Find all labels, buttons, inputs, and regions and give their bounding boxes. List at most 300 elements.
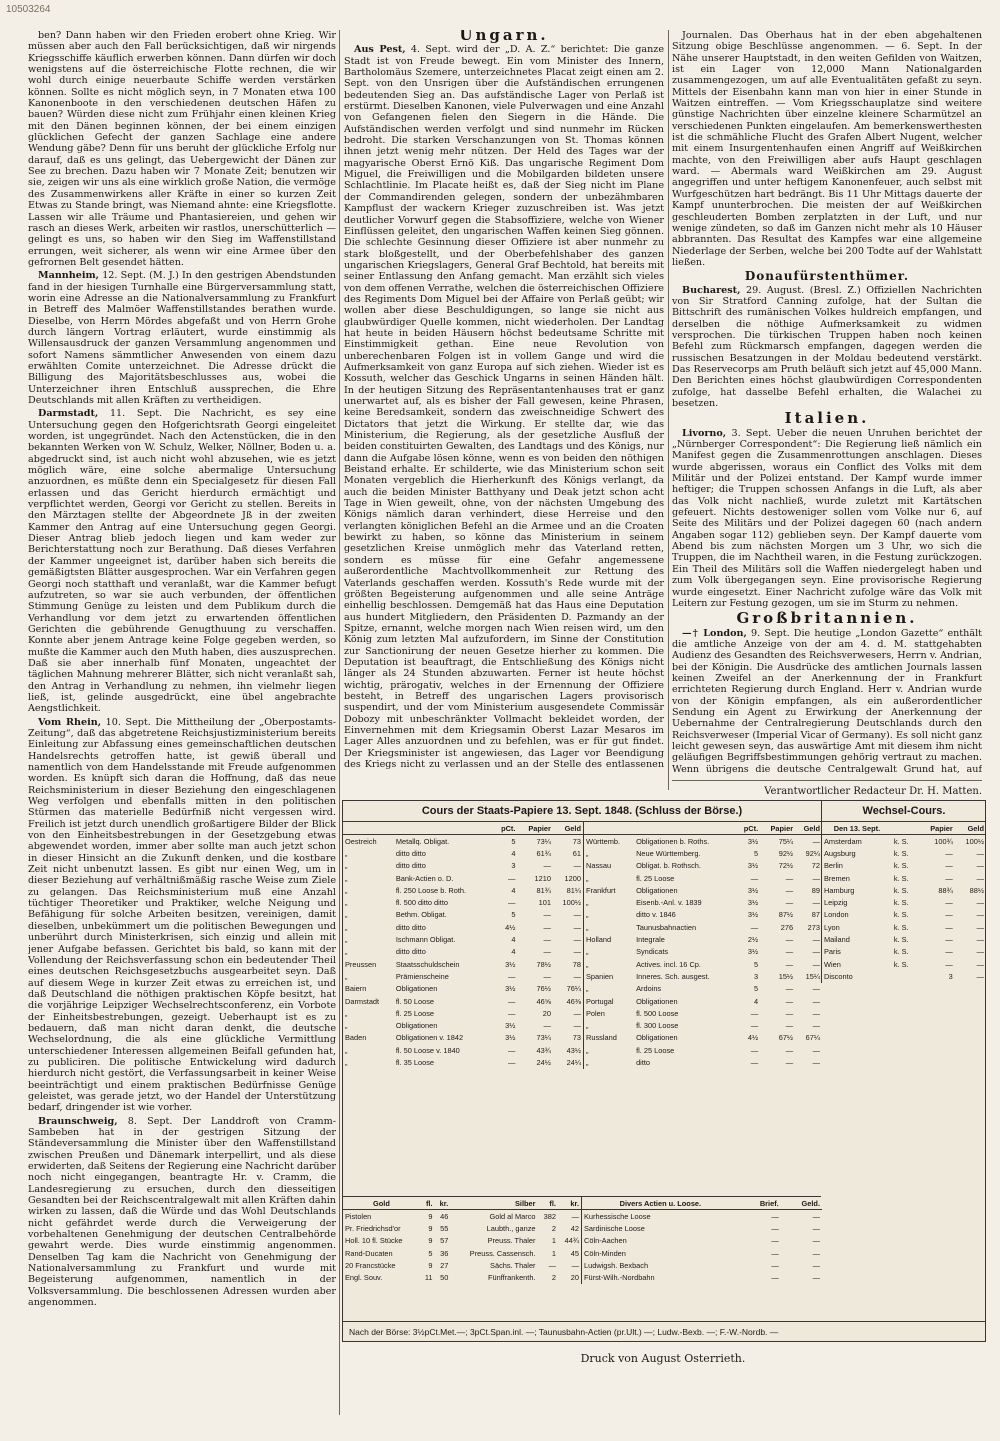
stock-left-row [343, 983, 583, 995]
gold-silver-cell: 57 [440, 1236, 449, 1246]
gold-silver-row [343, 1222, 581, 1234]
exchange-cell: — [976, 898, 984, 908]
stock-left-row [343, 896, 583, 908]
exchange-cell: k. S. [893, 848, 909, 858]
divers-row [582, 1247, 822, 1259]
exchange-header: Papier [918, 822, 955, 835]
divers-cell: — [812, 1273, 820, 1283]
stock-right-cell: Russland [586, 1033, 617, 1043]
stock-right-cell: fl. 300 Loose [636, 1021, 679, 1031]
exchange-cell: k. S. [893, 910, 909, 920]
divers-cell: — [771, 1223, 779, 1233]
stock-right-cell: 2½ [747, 935, 759, 945]
stock-right-cell: 15½ [778, 971, 794, 981]
stock-right-cell: Obligationen [636, 885, 678, 895]
stock-left-cell: fl. 50 Loose v. 1840 [395, 1045, 460, 1055]
stock-right-cell: Eisenb.-Anl. v. 1839 [636, 898, 702, 908]
gold-silver-header: kr. [435, 1197, 451, 1210]
stock-left-cell: — [508, 971, 516, 981]
stock-right-cell: Actives. incl. 16 Cp. [636, 959, 701, 969]
stock-right-cell: Syndicats [636, 947, 669, 957]
col3-article-6 [672, 628, 982, 775]
stock-right-cell: Neue Württemberg. [636, 848, 701, 858]
exchange-cell: k. S. [893, 836, 909, 846]
stock-left-row [343, 958, 583, 970]
stock-right-row [584, 835, 822, 848]
exchange-cell: k. S. [893, 873, 909, 883]
exchange-cell: Leipzig [824, 898, 848, 908]
stock-right-cell: — [785, 984, 794, 994]
stock-left-cell: — [508, 898, 516, 908]
stock-right-cell: Spanien [586, 971, 614, 981]
gold-silver-header: Silber [450, 1197, 537, 1210]
divers-cell: — [771, 1211, 779, 1221]
stock-right-cell: 5 [754, 959, 759, 969]
stock-table-left [343, 822, 583, 1069]
column-rule-2 [668, 30, 669, 790]
stock-left-cell: 73 [572, 836, 581, 846]
stock-right-header: Geld [795, 822, 822, 835]
gold-silver-row [343, 1271, 581, 1283]
stock-left-row [343, 1007, 583, 1019]
exchange-cell: — [976, 947, 984, 957]
stock-right-cell: — [785, 1045, 794, 1055]
gold-silver-cell: 44¾ [564, 1236, 579, 1246]
stock-left-cell: 81¾ [536, 885, 551, 895]
stock-left-cell: fl. 500 ditto ditto [395, 898, 449, 908]
exchange-cell: 3 [948, 971, 953, 981]
divers-row [582, 1210, 822, 1223]
stock-right-row [584, 1056, 822, 1068]
divers-cell: — [771, 1260, 779, 1270]
stock-right-cell: 87 [811, 910, 820, 920]
stock-left-row [343, 835, 583, 848]
divers-row [582, 1235, 822, 1247]
stock-left-cell: Baden [345, 1033, 367, 1043]
exchange-row [822, 884, 986, 896]
stock-left-cell: 4½ [505, 922, 516, 932]
stock-right-cell: 75¼ [778, 836, 794, 846]
divers-cell: — [812, 1211, 820, 1221]
stock-left-row [343, 884, 583, 896]
stock-right-cell: Württemb. [586, 836, 621, 846]
stock-right-row [584, 1007, 822, 1019]
stock-left-cell: 4 [511, 885, 516, 895]
stock-right-row [584, 884, 822, 896]
dateline: —† London, [682, 627, 747, 639]
gold-silver-row [343, 1259, 581, 1271]
stock-left-cell: — [508, 996, 516, 1006]
stock-left-row [343, 1056, 583, 1068]
stock-left-header: pCt. [493, 822, 518, 835]
gold-silver-cell: 9 [428, 1211, 433, 1221]
exchange-row [822, 860, 986, 872]
exchange-cell: — [976, 910, 984, 920]
stock-left-cell: 4 [511, 947, 516, 957]
stock-right-cell: — [785, 959, 794, 969]
exchange-cell: Hamburg [824, 885, 855, 895]
exchange-cell: — [945, 922, 953, 932]
stock-right-cell: „ [586, 873, 589, 883]
stock-right-cell: ditto [636, 1057, 651, 1067]
stock-right-cell: 72½ [778, 861, 794, 871]
stock-left-cell: „ [345, 885, 348, 895]
gold-silver-header: fl. [420, 1197, 435, 1210]
stock-right-cell: 3½ [747, 898, 759, 908]
gold-silver-cell: 20 [570, 1273, 579, 1283]
editor-signature: Verantwortlicher Redacteur Dr. H. Matten. [764, 786, 982, 797]
stock-left-cell: „ [345, 947, 348, 957]
stock-left-cell: 1210 [534, 873, 551, 883]
gold-silver-cell: 9 [428, 1236, 433, 1246]
stock-left-cell: Obligationen [395, 984, 438, 994]
stock-right-row [584, 995, 822, 1007]
stock-right-cell: 3½ [747, 861, 759, 871]
stock-left-cell: 78 [572, 959, 581, 969]
section-heading-ungarn: Ungarn. [459, 30, 549, 44]
gold-silver-cell: 11 [424, 1273, 433, 1283]
gold-silver-cell: Engl. Souv. [345, 1273, 383, 1283]
exchange-cell: — [945, 935, 953, 945]
article-text: 9. Sept. Die heutige „London Gazette“ enthält die amtliche Anzeige von der am 4. d. M. stattgehabten Audienz des Gesandten des Reichsverwesers, Herrn v. Andrian, bei der Königin. Die Ausdrücke des amtlichen Journals lassen keinen Zweifel an der Anerkennung der in Frankfurt errichteten Regierung durch England. Herr v. Andrian wurde von der Königin empfangen, als ein außerordentlicher Sendung ein Agent zu Erwirkung der Anerkennung der Uebernahme der Centralregierung Deutschlands durch den Reichsverweser (Imperial Vicar of Germany). Es soll nicht ganz leicht gewesen seyn, das auswärtige Amt mit diesem ihm nicht geläufigen Begriffsbestimmungen gehörig vertraut zu machen. Wenn übrigens die deutsche Centralgewalt Grund hat, auf [672, 627, 982, 775]
stock-left-cell: 73¼ [536, 836, 551, 846]
exchange-cell: 88¾ [938, 885, 953, 895]
stock-left-cell: Metallq. Obligat. [395, 836, 450, 846]
stock-right-cell: ditto v. 1846 [636, 910, 676, 920]
stock-right-cell: — [812, 873, 820, 883]
dateline: Aus Pest, [354, 44, 406, 56]
stock-right-cell: — [812, 947, 820, 957]
stock-left-cell: 101 [538, 898, 551, 908]
stock-right-header [584, 822, 634, 835]
stock-right-cell: 89 [811, 885, 820, 895]
gold-silver-cell: 5 [428, 1248, 433, 1258]
exchange-cell: k. S. [893, 898, 909, 908]
dateline: Bucharest, [682, 284, 741, 296]
stock-left-cell: fl. 250 Loose b. Roth. [395, 885, 467, 895]
stock-left-cell: — [543, 910, 551, 920]
stock-left-cell: „ [345, 1057, 348, 1067]
exchange-row [822, 933, 986, 945]
stock-right-cell: — [750, 922, 759, 932]
stock-left-header [394, 822, 493, 835]
exchange-cell: — [945, 910, 953, 920]
gold-silver-cell: 46 [440, 1211, 449, 1221]
stock-right-row [584, 1019, 822, 1031]
stock-right-cell: Obligationen [636, 1033, 678, 1043]
gold-silver-cell: — [571, 1211, 579, 1221]
stock-left-cell: — [573, 910, 581, 920]
stock-left-cell: 46⅝ [536, 996, 551, 1006]
exchange-cell: k. S. [893, 959, 909, 969]
article-text: 11. Sept. Die Nachricht, es sey eine Untersuchung gegen den Hofgerichtsrath Georgi eingeleitet worden, ist ungegründet. Nach den Actenstücken, die in den bekannten Werken von W. Schulz, Welker, Nöllner, Boden u. a. abgedruckt sind, ist auch nicht wohl abzusehen, wie es jetzt möglich wäre, eine solche abermalige Untersuchung anzuordnen, es müßte denn ein Specialgesetz für diesen Fall erlassen und das Gericht hierdurch ermächtigt und verpflichtet werden, Georgi vor Gericht zu stellen. Bereits in den Märztagen stellte der Abgeordnete Jß in der zweiten Kammer den Antrag auf eine Untersuchung gegen Georgi. Dieser Antrag blieb jedoch liegen und kam weder zur Berichterstattung noch zur Berathung. Daß dieses Verfahren der Kammer ungeeignet ist, darüber haben sich bereits die gemäßigtsten Blätter ausgesprochen. War ein Verfahren gegen Georgi noch statthaft und veranlaßt, war die Kammer befugt aufzutreten, so war sie auch verbunden, der öffentlichen Stimmung Genüge zu leisten und dem Publikum durch die Verhandlung vor dem jetzt zu erwartenden öffentlichen Gerichten die gebührende Genugthuung zu verschaffen. Konnte aber jenem Antrage keine Folge gegeben werden, so mußte die Kammer auch den Muth haben, dies auszusprechen. Daß sie aber innerhalb fünf Monaten, ungeachtet der täglichen Mahnung mehrerer Blätter, sich nicht veranlaßt sah, den Antrag in Verhandlung zu nehmen, ihn vielmehr liegen ließ, ist, gelinde ausgedrückt, eine übel angebrachte Aengstlichkeit. [28, 408, 336, 715]
divers-table [581, 1197, 822, 1284]
exchange-cell: k. S. [893, 922, 909, 932]
stock-right-cell: — [785, 935, 794, 945]
col3-article-2 [672, 285, 982, 410]
stock-right-cell: — [812, 959, 820, 969]
col3-heading-5: Großbritannien. [736, 609, 918, 628]
stock-left-cell: Bank-Actien o. D. [395, 873, 454, 883]
stock-left-row [343, 1032, 583, 1044]
gold-silver-cell: 9 [428, 1223, 433, 1233]
stock-right-cell: — [750, 1021, 759, 1031]
stock-left-cell: Ischmann Obligat. [395, 935, 456, 945]
gold-silver-cell: 2 [551, 1273, 556, 1283]
gold-silver-cell: 42 [570, 1223, 579, 1233]
stock-right-cell: Obligationen [636, 996, 678, 1006]
stock-right-cell: — [785, 947, 794, 957]
stock-left-cell: „ [345, 922, 348, 932]
article-text: 4. Sept. wird der „D. A. Z.“ berichtet: Die ganze Stadt ist von Freude bewegt. Ein vom Minister des Innern, Bartholomäus Szemere, unterzeichnetes Placat zeigt einen am 2. Sept. von den Unsrigen über die Aufständischen errungenen bedeutenden Sieg an. Das aufständische Lager von Perlaß ist erstürmt. Dieselben Kanonen, viele Pulverwagen und eine Anzahl von Gefangenen fielen den Siegern in die Hände. Die Aufständischen werden verfolgt und sind nunmehr im Rücken bedroht. Die starken Verschanzungen von St. Thomas können ihnen jetzt wenig mehr nützen. Der Held des Tages war der magyarische Oberst Ernö Kiß. Das ungarische Regiment Dom Miguel, die Freiwilligen und die Mobilgarden bildeten unsere Schlachtlinie. Im Placate heißt es, daß der Sieg nicht im Plane der Commandirenden gelegen, sondern der unbezähmbaren Kampflust der wackern Krieger zuzuschreiben ist. Was jetzt deutlicher Vorwurf gegen die Stabsoffiziere, welche von Wiener Einflüssen geleitet, den ungarischen Waffen keinen Sieg gönnen. Die schlechte Gesinnung dieser Offiziere ist aber nunmehr zu stark bloßgestellt, und der Oberbefehlshaber des ganzen ungarischen Kriegslagers, General Graf Bechtold, hat bereits mit seiner Entlassung den Anfang gemacht. Man erzählt sich vieles von dem offenen Verrathe, welchen die österreichischen Offiziere des Regiments Dom Miguel bei der Affaire von Perlaß geübt; wir wollen aber diese Beschuldigungen, so lange sie nicht aus glaubwürdiger Quelle kommen, nicht wiederholen. Der Landtag hat heute in beiden Häusern höchst bedeutsame Schritte mit Einstimmigkeit gethan. Eine neue Revolution von unberechenbaren Folgen ist in vollem Gange und wird die Aufmerksamkeit von ganz Europa auf sich ziehen. Wieder ist es Kossuth, welcher das Geschick Ungarns in seinen Händen hält. In der heutigen Sitzung des Repräsentantenhauses trat er ganz unerwartet auf, als es bisher der Fall gewesen, keine Phrasen, keine Beredsamkeit, sondern das zweischneidige Schwert des Dictators that jetzt die Wirkung. Er stellte dar, wie das Ministerium, die Regierung, als der gesetzliche Ausfluß der beiden constituirten Gewalten, des Landtags und des Königs, nur dann die Aufgabe lösen könne, wenn es von beiden den nöthigen Beistand erhalte. Er schilderte, wie das Ministerium schon seit Monaten vergeblich die Hierherkunft des Königs verlangt, da auch die beiden Minister Batthyany und Deak jetzt schon acht Tage in Wien geweilt, ohne, von der nächsten Umgebung des Königs nämlich daran verhindert, diese Herreise und den verlangten königlichen Befehl an die Armee und an die Croaten bewirkt zu haben, so könne das Ministerium in seinem gesetzlichen Kreise unmöglich mehr das Vaterland retten, sondern es müsse für eine Gefahr angemessene außerordentliche Machtvollkommenheit zur Rettung des Vaterlands geschaffen werden. Kossuth's Rede wurde mit der größten Begeisterung aufgenommen und alle seine Anträge einhellig beschlossen. Demgemäß hat das Haus eine Deputation aus hundert Mitgliedern, den Präsidenten D. Pazmandy an der Spitze, ernannt, welche morgen nach Wien reisen wird, um den König zum letzten Mal aufzufordern, im Sinne der Constitution zur Sanctionirung der neuen Gesetze hierher zu kommen. Die Deputation ist beauftragt, die Entschließung des Königs nicht länger als 24 Stunden abzuwarten. Ferner ist heute höchst wichtig, prärogativ, welches in der Ernennung der Offiziere besteht, in Betreff des ungarischen Lagers provisorisch suspendirt, und der vom Ministerium ausgesendete Commissär Dobozy mit unbeschränkter Vollmacht bekleidet worden, der Einvernehmen mit dem Kriegsamin Oberst Lazar Mesaros im Lager Alles anzuordnen und zu befehlen, was er für gut findet. Der Kriegsminister ist angewiesen, das Lager vor Beendigung des Kriegs nicht zu verlassen und an der Stelle des entlassenen [344, 44, 664, 770]
stock-right-cell: Obligationen b. Roths. [636, 836, 710, 846]
exchange-cell: Paris [824, 947, 841, 957]
exchange-cell: — [976, 935, 984, 945]
col3-heading-3: Italien. [784, 409, 870, 428]
exchange-cell: 100¾ [934, 836, 953, 846]
stock-right-row [584, 909, 822, 921]
stock-right-cell: Portugal [586, 996, 614, 1006]
divers-row [582, 1259, 822, 1271]
stock-right-header [634, 822, 736, 835]
dateline: Braunschweig, [38, 1115, 118, 1127]
stock-left-cell: Preussen [345, 959, 377, 969]
stock-left-cell: — [543, 935, 551, 945]
stock-left-cell: ditto ditto [395, 848, 426, 858]
gold-silver-cell: 20 Francstücke [345, 1260, 396, 1270]
gold-silver-header: Gold [343, 1197, 420, 1210]
column-rule-1 [339, 30, 340, 1415]
stock-left-row [343, 1019, 583, 1031]
stock-right-cell: — [785, 996, 794, 1006]
stock-left-row [343, 933, 583, 945]
stock-right-cell: — [812, 1045, 820, 1055]
gold-silver-cell: 45 [570, 1248, 579, 1258]
exchange-cell: — [976, 861, 984, 871]
divers-cell: Sardinische Loose [584, 1223, 645, 1233]
stock-right-cell: — [812, 1057, 820, 1067]
stock-exchange-table [342, 800, 986, 1342]
exchange-cell: Amsterdam [824, 836, 862, 846]
stock-left-row [343, 946, 583, 958]
stock-left-cell: „ [345, 1045, 348, 1055]
dateline: Vom Rhein, [38, 716, 102, 728]
stock-left-cell: „ [345, 1008, 348, 1018]
stock-left-cell: Bethm. Obligat. [395, 910, 447, 920]
stock-right-cell: 3½ [747, 836, 759, 846]
stock-left-cell: ditto ditto [395, 947, 426, 957]
stock-right-cell: 15¼ [805, 971, 820, 981]
stock-left-cell: „ [345, 873, 348, 883]
stock-left-cell: — [543, 947, 551, 957]
gold-silver-cell: Fünffrankenth. [487, 1273, 536, 1283]
gold-silver-cell: Pistolen [345, 1211, 372, 1221]
exchange-cell: — [976, 848, 984, 858]
divers-cell: Kurhessische Loose [584, 1211, 651, 1221]
stock-left-cell: — [508, 1057, 516, 1067]
gold-silver-cell: 1 [551, 1236, 556, 1246]
stock-right-cell: — [785, 1057, 794, 1067]
divers-row [582, 1222, 822, 1234]
gold-silver-row [343, 1235, 581, 1247]
divers-cell: — [771, 1236, 779, 1246]
stock-right-cell: 4½ [747, 1033, 759, 1043]
stock-left-cell: 24¼ [566, 1057, 581, 1067]
stock-right-cell: — [785, 873, 794, 883]
gold-silver-row [343, 1210, 581, 1223]
stock-left-cell: 78½ [536, 959, 551, 969]
column-1 [28, 30, 336, 1415]
stock-right-cell: „ [586, 947, 589, 957]
stock-left-cell: 43¾ [536, 1045, 551, 1055]
stock-right-cell: Frankfurt [586, 885, 616, 895]
stock-right-cell: „ [586, 1045, 589, 1055]
gold-silver-cell: 50 [440, 1273, 449, 1283]
stock-right-cell: — [812, 984, 820, 994]
stock-right-cell: — [785, 898, 794, 908]
stock-left-cell: 73 [572, 1033, 581, 1043]
stock-right-cell: 5 [754, 984, 759, 994]
article-text: ben? Dann haben wir den Frieden erobert ohne Krieg. Wir müssen aber auch den Fall berücksichtigen, daß wir nirgends Kriegsschiffe käuflich erwerben können. Dann dürfen wir doch wenigstens auf die österreichische Flotte rechnen, die wir wohl durch einige neuerbaute Schiffe werden verstärken können. Sollte es nicht möglich seyn, in 7 Monaten etwa 100 Kanonenboote in den verschiedenen deutschen Häfen zu bauen? Würden diese nicht zum Frühjahr einen kleinen Krieg mit den Dänen beginnen können, der bei einem einzigen glücklichen Gefecht der ganzen Sachlage eine andere Wendung gäbe? Denn für uns beruht der glückliche Erfolg nur darauf, daß es uns gelingt, das Uebergewicht der Dänen zur See zu brechen. Dazu haben wir 7 Monate Zeit; benutzen wir sie, zeigen wir uns als eine wirklich große Nation, die vermöge des Zusammenwirkens aller Kräfte in einer so kurzen Zeit Etwas zu Stande bringt, was Niemand ahnte: eine Kriegsflotte. Lassen wir alle Träume und Phantasiereien, und gehen wir rasch an dieses Werk, arbeiten wir rastlos, unerschütterlich — gelingt es uns, so haben wir den Sieg im Waffenstillstand errungen, weit sicherer, als wenn wir eine Armee über den gefrornen Belt gesendet hätten. [28, 30, 336, 268]
stock-right-cell: „ [586, 898, 589, 908]
divers-cell: — [771, 1273, 779, 1283]
gold-silver-cell: 55 [440, 1223, 449, 1233]
stock-left-cell: 81¼ [566, 885, 581, 895]
stock-right-cell: — [812, 1008, 820, 1018]
exchange-row [822, 835, 986, 848]
exchange-cell: — [945, 947, 953, 957]
col3-heading-1: Donaufürstenthümer. [744, 269, 910, 284]
stock-left-row [343, 970, 583, 982]
gold-silver-cell: Rand-Ducaten [345, 1248, 393, 1258]
stock-right-cell: „ [586, 922, 589, 932]
stock-left-cell: Obligationen v. 1842 [395, 1033, 464, 1043]
stock-left-row [343, 921, 583, 933]
stock-left-cell: Oestreich [345, 836, 377, 846]
divers-cell: — [812, 1236, 820, 1246]
stock-right-cell: 92¼ [805, 848, 820, 858]
stock-left-cell: — [573, 971, 581, 981]
stock-left-cell: „ [345, 910, 348, 920]
gold-silver-cell: 36 [440, 1248, 449, 1258]
stock-left-cell: — [543, 971, 551, 981]
stock-left-cell: — [573, 861, 581, 871]
article-text: 10. Sept. Die Mittheilung der „Oberpostamts-Zeitung“, daß das abgetretene Reichsjustizministerium bereits Einleitung zur Abfassung eines gemeinschaftlichen deutschen Handelsrechts getroffen hatte, ist gewiß überall und namentlich von dem Handelsstande mit Freude aufgenommen worden. Es knüpft sich daran die Hoffnung, daß das neue Reichsministerium in dieser Beziehung den eingeschlagenen Weg verfolgen und ebenfalls mitten in den politischen Stürmen das materielle Bedürfniß nicht vergessen wird. Freilich ist jetzt durch unendlich großartigere Bilder der Blick von den Einheitsbestrebungen in der Gesetzgebung etwas abgewendet worden, immer aber sollte man auch jetzt schon in dieser Hinsicht an die Zukunft denken, und die kostbare Zeit nicht unbenutzt lassen. Es gibt nur einen Weg, um in dieser Beziehung auf verhältnißmäßig rasche Weise zum Ziele zu gelangen. Das Reichsministerium muß eine Anzahl tüchtiger Theoretiker und Praktiker, welche Neigung und Befähigung für solche Arbeiten besitzen, vereinigen, damit dieselben, unbekümmert um die politischen Bewegungen und unberührt durch Ministerkrisen, sich einzig und allein mit jener Aufgabe befassen. Gerichtet bis bald, so kann mit der Vollendung der Reichsverfassung schon ein bedeutender Theil eines deutschen Reichsgesetzbuchs ausgearbeitet seyn. Daß auf diesem Wege in kurzer Zeit etwas zu erreichen ist, und daß Deutschland die nöthigen praktischen Köpfe besitzt, hat die vorjährige Leipziger Wechselrechtsconferenz, ein Vorbote der Einheitsbestrebungen, gezeigt. Ueberhaupt ist es zu bedauern, daß man nicht daran denkt, die deutsche Wechselordnung, die als eine glückliche Vermittlung unterschiedener Interessen allgemeinen Beifall gefunden hat, zu publiciren. Die politische Entwickelung wird dadurch hierdurch nicht gestört, die Verfassungsarbeit in keiner Weise beeinträchtigt und einem praktischen Bedürfnisse Genüge geleistet, was gerade jetzt, wo der Handel der Unterstützung bedarf, dringender ist wie vorher. [28, 716, 336, 1114]
stock-left-cell: — [573, 947, 581, 957]
stock-left-cell: „ [345, 861, 348, 871]
stock-right-cell: „ [586, 984, 589, 994]
stock-left-cell: 3½ [505, 1021, 516, 1031]
stock-right-cell: Taunusbahnactien [636, 922, 697, 932]
exchange-cell: — [976, 873, 984, 883]
stock-left-cell: Obligationen [395, 1021, 438, 1031]
article-text: 3. Sept. Ueber die neuen Unruhen berichtet der „Nürnberger Correspondent“: Die Regierung ließ nämlich ein Manifest gegen die Zusammenrottungen anschlagen. Dieses wurde abgerissen, woraus ein Conflict des Volks mit dem Militär und der Polizei entstand. Der Kampf wurde immer heftiger; die Truppen schossen Anfangs in die Luft, als aber das Volk nicht nachließ, wurde zuletzt mit Kartätschen gefeuert. Nichts destoweniger sollen vom Volke nur 6, auf Seite des Militärs und der Polizei dagegen 60 (nach andern Angaben sogar 112) geblieben seyn. Der Kampf dauerte vom Abend bis zum nächsten Morgen um 3 Uhr, wo sich die Truppen, die im Nachtheil waren, in die Festung zurückzogen. Ein Theil des Militärs soll die Waffen niedergelegt haben und zum Volk übergegangen seyn. Eine provisorische Regierung wurde eingesetzt. Einer Nachricht zufolge wäre das Volk mit Leitern zur Festung gezogen, um sie im Sturm zu nehmen. [672, 427, 982, 609]
stock-right-cell: Ardoins [636, 984, 662, 994]
exchange-row [822, 958, 986, 970]
stock-right-cell: — [812, 836, 820, 846]
stock-right-cell: 3½ [747, 947, 759, 957]
exchange-row [822, 847, 986, 859]
stock-left-cell: 61 [572, 848, 581, 858]
stock-right-header: Papier [760, 822, 795, 835]
stock-right-cell: 273 [807, 922, 820, 932]
stock-left-row [343, 1044, 583, 1056]
stock-right-cell: fl. 500 Loose [636, 1008, 679, 1018]
stock-right-header: pCt. [736, 822, 760, 835]
exchange-row [822, 946, 986, 958]
exchange-cell: — [945, 959, 953, 969]
stock-right-cell: 67¼ [805, 1033, 820, 1043]
col3-article-0 [672, 30, 982, 268]
stock-left-cell: 5 [511, 910, 516, 920]
article-text: 12. Sept. (M. J.) In den gestrigen Abendstunden fand in der hiesigen Turnhalle eine Bürgerversammlung statt, worin eine Adresse an die Nationalversammlung zu Frankfurt in Betreff des Malmöer Waffenstillstandes berathen wurde. Dieselbe, von Herrn Mördes abgefaßt und von Herrn Grohe durch längern Vortrag erläutert, wurde einstimmig als Willensausdruck der ganzen Versammlung angenommen und sofort Namens sämmtlicher Anwesenden von einem dazu erwählten Comite unterzeichnet. Die Adresse drückt die Billigung des Majoritätsbeschlusses aus, wobei die Unterzeichner ihren Entschluß aussprechen, die Ehre Deutschlands mit allen Kräften zu vertheidigen. [28, 270, 336, 406]
stock-table-right [583, 822, 822, 1069]
dateline: Mannheim, [38, 270, 100, 282]
exchange-header [892, 822, 918, 835]
stock-right-row [584, 896, 822, 908]
stock-right-cell: — [785, 885, 794, 895]
article-text: Journalen. Das Oberhaus hat in der eben abgehaltenen Sitzung obige Beschlüsse angenommen. — 6. Sept. In der Nähe unserer Hauptstadt, in den weiten Gefilden von Waitzen, ist ein Lager von 12,000 Mann Nationalgarden zusammengezogen, um auf alle Eventualitäten gefaßt zu seyn. Mittels der Eisenbahn kann man von hier in einer Stunde in Waitzen eintreffen. — Vom Kriegsschauplatze sind weitere günstige Nachrichten über einzelne kleinere Scharmützel an verschiedenen Punkten eingelaufen. Am bemerkenswerthesten ist die schmähliche Flucht des Grafen Albert Nugent, welcher mit einem Insurgentenhaufen einen Angriff auf Weißkirchen machte, von den Freiwilligen aber aufs Haupt geschlagen ward. — Abermals ward Weißkirchen am 29. August angegriffen und unter heftigem Kanonenfeuer, auch selbst mit Wurfgeschützen hart bedrängt. Bis 11 Uhr Mittags dauerte der Kampf ununterbrochen. Die meisten der auf Weißkirchen geschleuderten Bomben zerplatzten in der Luft, und nur wenige zündeten, so daß im Ganzen nicht mehr als 10 Häuser abbrannten. Das Resultat des Kampfes war eine allgemeine Niederlage der Serben, welche bei 200 Todte auf der Wahlstatt ließen. [672, 30, 982, 268]
exchange-cell: Disconto [824, 971, 853, 981]
exchange-cell: — [976, 922, 984, 932]
stock-left-cell: 3 [511, 861, 516, 871]
exchange-row [822, 921, 986, 933]
stock-left-cell: 3½ [505, 959, 516, 969]
exchange-cell: 100½ [965, 836, 984, 846]
stock-right-cell: 67½ [778, 1033, 794, 1043]
col1-article-2 [28, 408, 336, 714]
exchange-cell: — [976, 971, 984, 981]
gold-silver-cell: 2 [551, 1223, 556, 1233]
bourse-lower [343, 1196, 821, 1283]
exchange-cell: Lyon [824, 922, 840, 932]
stock-left-cell: — [508, 1008, 516, 1018]
divers-cell: Cöln-Minden [584, 1248, 626, 1258]
signature-rule [672, 780, 982, 781]
divers-header: Geld. [781, 1197, 822, 1210]
exchange-row [822, 909, 986, 921]
exchange-cell: k. S. [893, 885, 909, 895]
stock-right-cell: Nassau [586, 861, 612, 871]
stock-right-cell: 87½ [778, 910, 794, 920]
divers-cell: — [812, 1260, 820, 1270]
stock-right-cell: Obligat. b. Rothsch. [636, 861, 701, 871]
stock-left-cell: ditto ditto [395, 861, 426, 871]
stock-left-row [343, 872, 583, 884]
stock-right-cell: 3 [754, 971, 759, 981]
col2-article-0 [344, 44, 664, 770]
stock-right-cell: — [750, 1008, 759, 1018]
stock-left-cell: 76¼ [566, 984, 581, 994]
stock-left-cell: 20 [542, 1008, 551, 1018]
stock-right-cell: — [812, 935, 820, 945]
stock-left-cell: 76½ [536, 984, 551, 994]
stock-right-cell: 5 [754, 848, 759, 858]
gold-silver-cell: Sächs. Thaler [490, 1260, 536, 1270]
stock-left-cell: ditto ditto [395, 922, 426, 932]
gold-silver-header: fl. [538, 1197, 558, 1210]
gold-silver-cell: Gold al Marco [489, 1211, 536, 1221]
stock-left-cell: „ [345, 1021, 348, 1031]
stock-right-cell: „ [586, 1021, 589, 1031]
stock-right-cell: „ [586, 959, 589, 969]
exchange-cell: Augsburg [824, 848, 856, 858]
gold-silver-table [343, 1197, 581, 1284]
stock-right-cell: — [750, 1057, 759, 1067]
stock-right-cell: — [812, 1021, 820, 1031]
stock-left-cell: Darmstadt [345, 996, 380, 1006]
exchange-cell: — [945, 873, 953, 883]
